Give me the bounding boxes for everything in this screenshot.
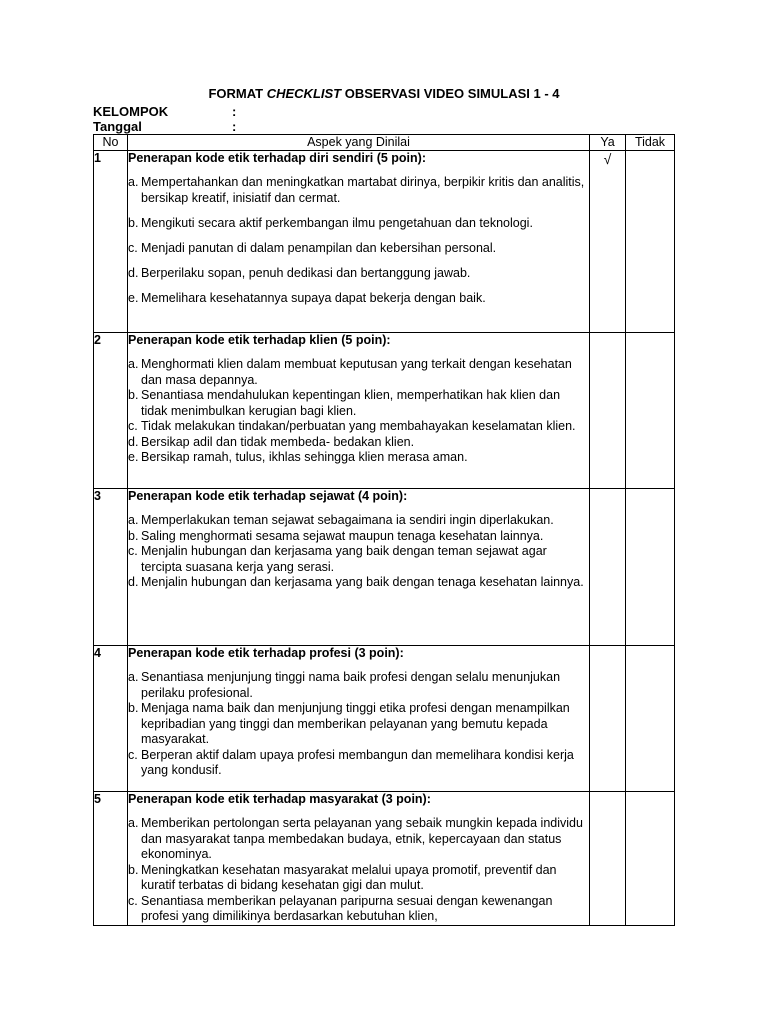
list-item — [128, 175, 589, 206]
item-text: Senantiasa memberikan pelayanan paripurna sesuai dengan kewenangan profesi yang dimilikinya berdasarkan kebutuhan klien, — [141, 893, 553, 923]
item-text: Senantiasa menjunjung tinggi nama baik profesi dengan selalu menunjukan perilaku profesional. — [141, 670, 561, 700]
item-label: e. — [128, 290, 139, 305]
item-text: Berperilaku sopan, penuh dedikasi dan bertanggung jawab. — [141, 265, 471, 280]
ya-cell[interactable] — [590, 646, 626, 792]
section-row — [94, 489, 675, 646]
section-title: Penerapan kode etik terhadap klien (5 poin): — [128, 333, 391, 347]
item-text: Mempertahankan dan meningkatkan martabat dirinya, berpikir kritis dan analitis, bersikap kreatif, inisiatif dan cermat. — [141, 175, 585, 205]
item-label: b. — [128, 701, 139, 715]
section-title: Penerapan kode etik terhadap masyarakat (3 poin): — [128, 792, 431, 806]
checklist-table — [93, 134, 675, 926]
item-text: Menjalin hubungan dan kerjasama yang baik dengan teman sejawat agar tercipta suasana kerja yang serasi. — [141, 544, 547, 574]
section-row — [94, 646, 675, 792]
section-row — [94, 151, 675, 333]
item-text: Menjaga nama baik dan menjunjung tinggi etika profesi dengan menampilkan kepribadian yang tinggi dan memberikan pelayanan yang bemutu kepada masyarakat. — [141, 701, 570, 746]
list-item — [128, 216, 589, 232]
item-label: c. — [128, 544, 138, 558]
list-item — [128, 863, 589, 894]
header-no: No — [94, 135, 128, 151]
check-mark-icon: √ — [603, 151, 612, 167]
list-item — [128, 266, 589, 282]
header-ya: Ya — [590, 135, 626, 151]
item-label: d. — [128, 434, 139, 449]
section-number: 5 — [94, 792, 128, 926]
list-item — [128, 544, 589, 575]
item-text: Saling menghormati sesama sejawat maupun tenaga kesehatan lainnya. — [141, 528, 544, 543]
section-aspek — [128, 489, 590, 646]
list-item — [128, 575, 589, 591]
section-title: Penerapan kode etik terhadap profesi (3 poin): — [128, 646, 404, 660]
title-prefix: FORMAT — [208, 86, 267, 101]
list-item — [128, 529, 589, 545]
item-label: a. — [128, 670, 139, 684]
title-italic: CHECKLIST — [266, 86, 342, 101]
ya-cell[interactable] — [590, 333, 626, 489]
item-text: Memperlakukan teman sejawat sebagaimana ia sendiri ingin diperlakukan. — [141, 513, 554, 527]
item-text: Memberikan pertolongan serta pelayanan yang sebaik mungkin kepada individu dan masyarakat tanpa membedakan budaya, etnik, kepercayaan dan status ekonominya. — [141, 816, 583, 861]
section-row — [94, 333, 675, 489]
meta-label: KELOMPOK — [93, 104, 169, 119]
section-number: 2 — [94, 333, 128, 489]
tidak-cell[interactable] — [626, 489, 675, 646]
list-item — [128, 701, 589, 748]
tidak-cell[interactable] — [626, 333, 675, 489]
meta-colon: : — [232, 119, 237, 134]
item-list — [128, 670, 589, 779]
meta-label: Tanggal — [93, 119, 142, 134]
item-text: Bersikap adil dan tidak membeda- bedakan klien. — [141, 434, 415, 449]
section-title: Penerapan kode etik terhadap sejawat (4 poin): — [128, 489, 408, 503]
item-label: b. — [128, 528, 139, 543]
section-aspek — [128, 151, 590, 333]
item-list — [128, 513, 589, 591]
list-item — [128, 419, 589, 435]
section-number: 4 — [94, 646, 128, 792]
item-text: Mengikuti secara aktif perkembangan ilmu pengetahuan dan teknologi. — [141, 215, 533, 230]
section-aspek — [128, 333, 590, 489]
item-text: Memelihara kesehatannya supaya dapat bekerja dengan baik. — [141, 290, 486, 305]
list-item — [128, 388, 589, 419]
item-label: c. — [128, 240, 138, 255]
tidak-cell[interactable] — [626, 646, 675, 792]
ya-cell[interactable] — [590, 489, 626, 646]
list-item — [128, 450, 589, 466]
section-aspek — [128, 792, 590, 926]
section-number: 1 — [94, 151, 128, 333]
meta-tanggal — [93, 119, 237, 134]
item-text: Senantiasa mendahulukan kepentingan klien, memperhatikan hak klien dan tidak menimbulkan kerugian bagi klien. — [141, 388, 561, 418]
header-aspek: Aspek yang Dinilai — [128, 135, 590, 151]
list-item — [128, 435, 589, 451]
document-title — [0, 86, 768, 102]
meta-colon: : — [232, 104, 237, 119]
list-item — [128, 816, 589, 863]
tidak-cell[interactable] — [626, 151, 675, 333]
item-label: a. — [128, 175, 139, 189]
ya-cell[interactable] — [590, 151, 626, 333]
section-row — [94, 792, 675, 926]
item-list — [128, 357, 589, 466]
ya-cell[interactable] — [590, 792, 626, 926]
title-suffix: OBSERVASI VIDEO SIMULASI 1 - 4 — [341, 86, 560, 101]
list-item — [128, 241, 589, 257]
tidak-cell[interactable] — [626, 792, 675, 926]
item-text: Tidak melakukan tindakan/perbuatan yang membahayakan keselamatan klien. — [141, 419, 576, 433]
item-label: d. — [128, 265, 139, 280]
item-text: Bersikap ramah, tulus, ikhlas sehingga klien merasa aman. — [141, 450, 468, 464]
item-list — [128, 816, 589, 925]
item-label: b. — [128, 862, 139, 877]
section-number: 3 — [94, 489, 128, 646]
list-item — [128, 357, 589, 388]
list-item — [128, 748, 589, 779]
item-label: a. — [128, 357, 139, 371]
item-label: b. — [128, 215, 139, 230]
meta-kelompok — [93, 104, 237, 119]
item-text: Menjalin hubungan dan kerjasama yang baik dengan tenaga kesehatan lainnya. — [141, 575, 584, 589]
item-label: d. — [128, 575, 139, 589]
item-label: c. — [128, 747, 138, 762]
section-title: Penerapan kode etik terhadap diri sendiri (5 poin): — [128, 151, 426, 165]
section-aspek — [128, 646, 590, 792]
list-item — [128, 513, 589, 529]
list-item — [128, 291, 589, 307]
item-text: Menghormati klien dalam membuat keputusan yang terkait dengan kesehatan dan masa depannya. — [141, 357, 572, 387]
item-list — [128, 175, 589, 306]
header-row — [94, 135, 675, 151]
item-label: b. — [128, 388, 139, 402]
list-item — [128, 670, 589, 701]
item-label: e. — [128, 450, 139, 464]
list-item — [128, 894, 589, 925]
item-text: Berperan aktif dalam upaya profesi membangun dan memelihara kondisi kerja yang kondusif. — [141, 747, 574, 777]
item-text: Meningkatkan kesehatan masyarakat melalui upaya promotif, preventif dan kuratif terbatas di bidang kesehatan gigi dan mulut. — [141, 862, 557, 892]
item-label: c. — [128, 893, 138, 908]
item-label: a. — [128, 513, 139, 527]
header-tidak: Tidak — [626, 135, 675, 151]
item-label: a. — [128, 816, 139, 830]
item-text: Menjadi panutan di dalam penampilan dan kebersihan personal. — [141, 240, 497, 255]
item-label: c. — [128, 419, 138, 433]
